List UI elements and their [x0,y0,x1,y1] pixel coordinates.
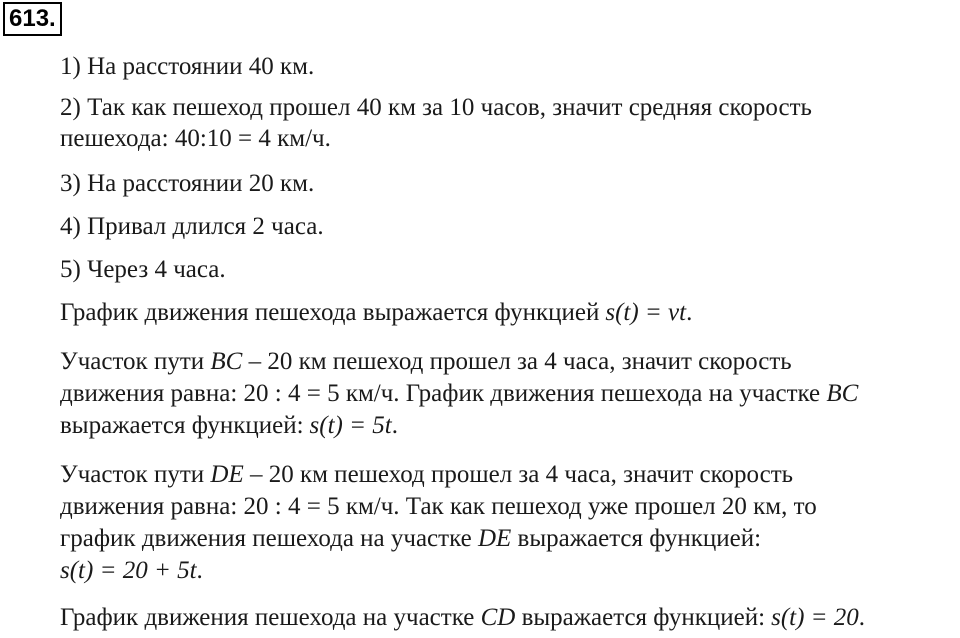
task-number: 613. [3,2,62,36]
paragraph-1 [60,298,692,328]
text-segment: движения равна: 20 : 4 = 5 км/ч. График движения пешехода на участке [60,380,827,407]
answer-2-line-1: 2) Так как пешеход прошел 40 км за 10 часов, значит средняя скорость [60,94,812,121]
period: . [686,299,693,326]
paragraph-3-line-1 [60,460,793,490]
segment-bc: BC [210,348,243,375]
paragraph-2-line-3 [60,411,398,441]
paragraph-4 [60,603,865,633]
text-segment: – 20 км пешеход прошел за 4 часа, значит скорость [243,461,794,488]
text-segment: график движения пешехода на участке [60,525,478,552]
text-segment: выражается функцией: [511,525,762,552]
period: . [858,604,866,631]
formula-s-vt: s(t) = vt [605,299,687,326]
segment-cd: CD [480,604,516,631]
text-segment: выражается функцией: [60,412,304,439]
answer-1: 1) На расстоянии 40 км. [60,53,315,80]
answer-3: 3) На расстоянии 20 км. [60,170,315,197]
period: . [196,557,203,584]
formula-s-20: s(t) = 20 [771,604,859,631]
answer-2-line-2: пешехода: 40:10 = 4 км/ч. [60,125,331,152]
period: . [391,412,398,439]
paragraph-2-line-2 [60,379,858,409]
text-segment: Участок пути [60,461,211,488]
formula-s-20-plus-5t: s(t) = 20 + 5t [60,557,197,584]
text-segment: – 20 км пешеход прошел за 4 часа, значит скорость [242,348,792,375]
text-segment: выражается функцией: [515,604,766,631]
answer-5: 5) Через 4 часа. [60,256,226,283]
text-segment: Участок пути [60,348,211,375]
paragraph-3-line-3 [60,524,761,554]
paragraph-3-line-4 [60,556,203,586]
text-segment: График движения пешехода на участке [60,604,481,631]
paragraph-3-line-2: движения равна: 20 : 4 = 5 км/ч. Так как пешеход уже прошел 20 км, то [60,493,817,520]
segment-de: DE [477,525,512,552]
formula-s-5t: s(t) = 5t [309,412,392,439]
paragraph-1-text: График движения пешехода выражается функцией [60,299,600,326]
paragraph-2-line-1 [60,347,792,377]
segment-de: DE [210,461,244,488]
answer-4: 4) Привал длился 2 часа. [60,213,324,240]
segment-bc: BC [826,380,859,407]
